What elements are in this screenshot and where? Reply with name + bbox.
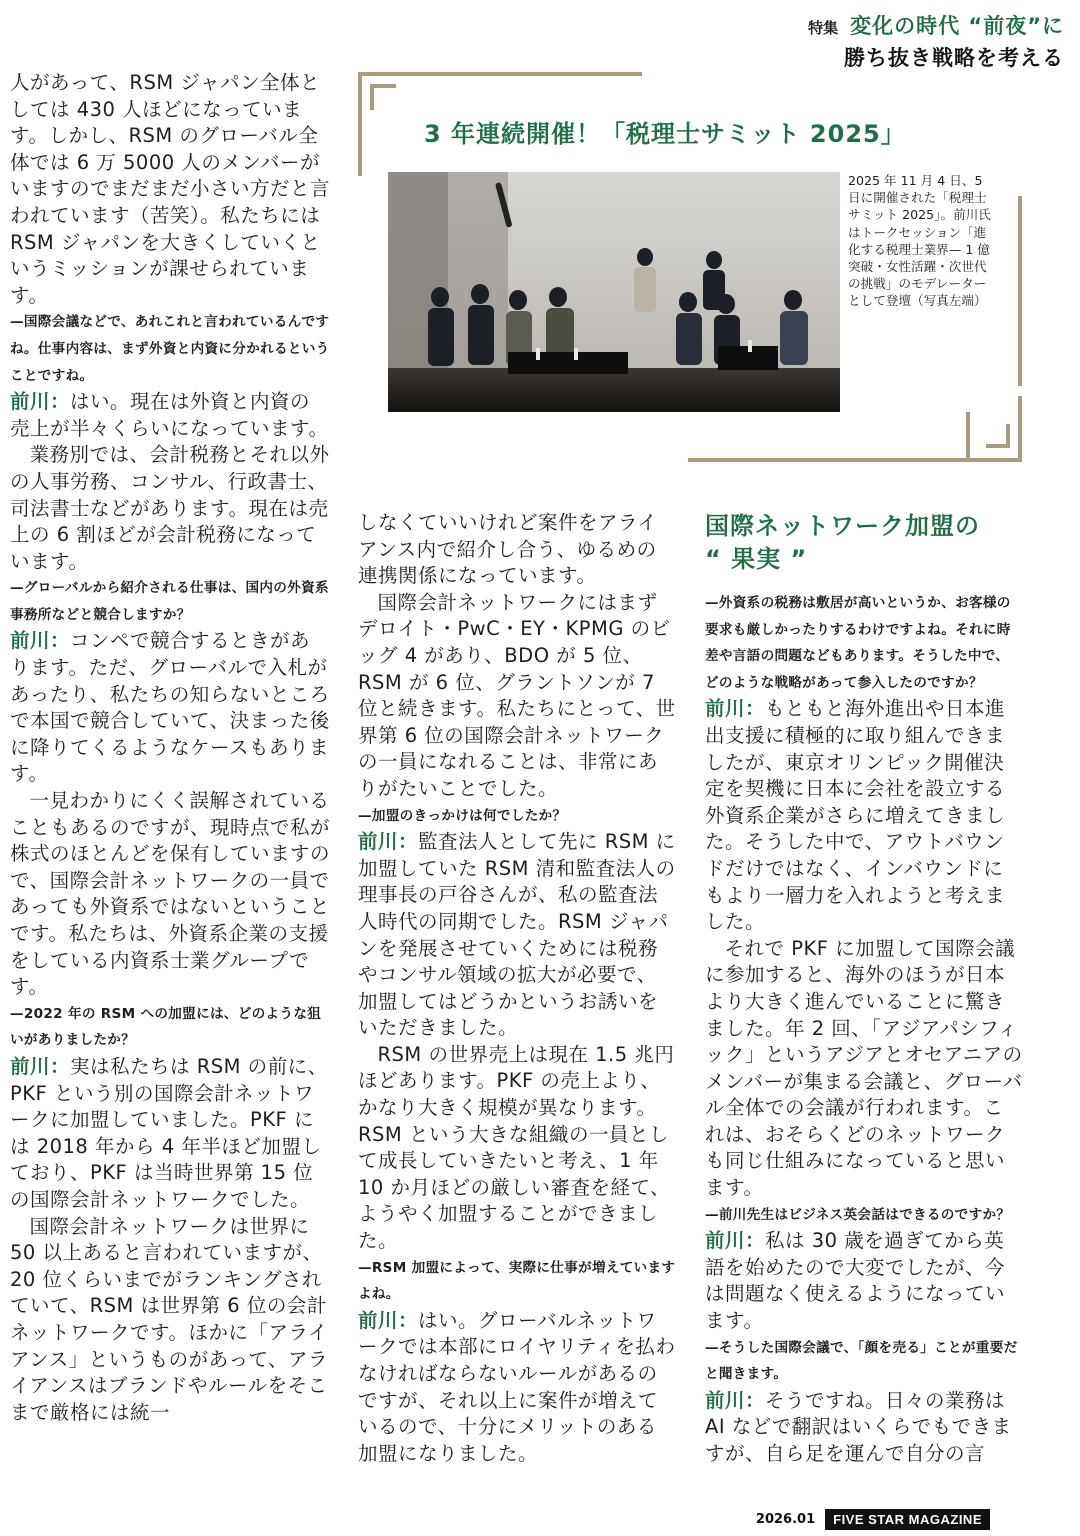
- speaker-label: 前川：: [10, 1054, 71, 1078]
- interview-question: —前川先生はビジネス英会話はできるのですか？: [705, 1206, 1011, 1223]
- frame-corner-bottom-right-step: [966, 412, 970, 458]
- frame-left-rule: [358, 106, 362, 176]
- interview-answer: [705, 1228, 1023, 1334]
- answer-text: もともと海外進出や日本進出支援に積極的に取り組んできましたが、東京オリンピック開催決定を契機に日本に会社を設立する外資系企業がさらに増えてきました。そうした中で、アウトバウンドだけではなく、インバウンドにもより一層力を入れようと考えました。: [705, 697, 1006, 934]
- interview-question: —国際会議などで、あれこれと言われているんですね。仕事内容は、まず外資と内資に分かれるということですね。: [10, 314, 330, 384]
- article-column-3: [705, 510, 1023, 1468]
- feature-title-line1: 変化の時代 “前夜”に: [850, 14, 1064, 38]
- photo-caption: 2025 年 11 月 4 日、5 日に開催された「税理士サミット 2025」。前川氏はトークセッション「進化する税理士業界— 1 億突破・女性活躍・次世代の挑戦」のモデレーターとして登壇（写真左端）: [848, 173, 991, 309]
- feature-header: [808, 10, 1064, 72]
- answer-text: コンペで競合するときがあります。ただ、グローバルで入札があったり、私たちの知らないところで本国で競合していて、決まった後に降りてくるようなケースもあります。: [10, 629, 330, 786]
- paragraph: RSM の世界売上は現在 1.5 兆円ほどあります。PKF の売上より、かなり大きく規模が異なります。RSM という大きな組織の一員として成長していきたいと考え、1 年 10 か月ほどの厳しい審査を経て、ようやく加盟することができました。: [358, 1042, 675, 1253]
- issue-date: 2026.01: [755, 1512, 816, 1527]
- paragraph: 国際会計ネットワークは世界に 50 以上あると言われていますが、20 位くらいまでがランキングされていて、RSM は世界第 6 位の会計ネットワークです。ほかに「アライアンス」というものがあって、アライアンスはブランドやルールをそこまで厳格には統一: [10, 1214, 329, 1424]
- paragraph: 人があって、RSM ジャパン全体としては 430 人ほどになっています。しかし、RSM のグローバル全体では 6 万 5000 人のメンバーがいますのでまだまだ小さい方だと言われています（苦笑）。私たちには RSM ジャパンを大きくしていくというミッションが課せられています。: [10, 71, 331, 307]
- article-column-1: [10, 70, 330, 1426]
- frame-bottom-rule: [688, 458, 958, 462]
- interview-answer: [10, 628, 330, 788]
- interview-question: —外資系の税務は敷居が高いというか、お客様の要求も厳しかったりするわけですよね。それに時差や言語の問題などもあります。そうした中で、どのような戦略があって参入したのですか？: [705, 595, 1011, 691]
- feature-label: 特集: [808, 19, 839, 37]
- page-footer: [756, 1509, 990, 1530]
- answer-text: はい。グローバルネットワークでは本部にロイヤリティを払わなければならないルールがあるのですが、それ以上に案件が増えているので、十分にメリットのある加盟になりました。: [358, 1308, 676, 1465]
- answer-text: 私は 30 歳を過ぎてから英語を始めたので大変でしたが、今は問題なく使えるようになっています。: [705, 1229, 1006, 1333]
- answer-text: 監査法人として先に RSM に加盟していた RSM 清和監査法人の理事長の戸谷さんが、私の監査法人時代の同期でした。RSM ジャパンを発展させていくためには税務やコンサル領域の拡大が必要で、加盟してはどうかというお誘いをいただきました。: [358, 830, 676, 1040]
- article-column-2: [358, 510, 676, 1467]
- interview-question: —グローバルから紹介される仕事は、国内の外資系事務所などと競合しますか？: [10, 580, 329, 623]
- speaker-label: 前川：: [705, 1229, 766, 1253]
- interview-answer: [358, 829, 676, 1042]
- speaker-label: 前川：: [705, 1388, 766, 1412]
- speaker-label: 前川：: [705, 697, 766, 721]
- interview-question: —加盟のきっかけは何でしたか？: [358, 807, 567, 824]
- section-heading-line1: 国際ネットワーク加盟の: [705, 512, 980, 540]
- paragraph: しなくていいけれど案件をアライアンス内で紹介し合う、ゆるめの連携関係になっています。: [358, 511, 658, 588]
- photo-box-title: 3 年連続開催！「税理士サミット 2025」: [424, 120, 906, 148]
- frame-top-rule: [392, 72, 642, 76]
- interview-question: —RSM 加盟によって、実際に仕事が増えていますよね。: [358, 1259, 676, 1303]
- frame-right-rule: [1018, 196, 1022, 386]
- interview-question: —そうした国際会議で、「顔を売る」ことが重要だと聞きます。: [705, 1339, 1018, 1383]
- speaker-label: 前川：: [10, 390, 71, 414]
- interview-answer: [705, 696, 1023, 935]
- answer-text: 実は私たちは RSM の前に、PKF という別の国際会計ネットワークに加盟していました。PKF には 2018 年から 4 年半ほど加盟しており、PKF は当時世界第 15 位の国際会計ネットワークでした。: [10, 1054, 328, 1211]
- speaker-label: 前川：: [358, 1308, 419, 1332]
- feature-title-line2: 勝ち抜き戦略を考える: [844, 46, 1064, 70]
- interview-answer: [358, 1308, 676, 1468]
- magazine-logo: FIVE STAR MAGAZINE: [825, 1509, 990, 1530]
- speaker-label: 前川：: [10, 629, 71, 653]
- paragraph: 一見わかりにくく誤解されていることもあるのですが、現時点で私が株式のほとんどを保有していますので、国際会計ネットワークの一員であっても外資系ではないということです。私たちは、外資系企業の支援をしている内資系士業グループです。: [10, 789, 331, 999]
- paragraph: それで PKF に加盟して国際会議に参加すると、海外のほうが日本より大きく進んでいることに驚きました。年 2 回、「アジアパシフィック」というアジアとオセアニアのメンバーが集まる会議と、グローバル全体での会議が行われます。これは、おそらくどのネットワークも同じ仕組みになっていると思います。: [705, 936, 1023, 1200]
- section-heading: [705, 510, 1023, 576]
- section-heading-line2: “ 果実 ”: [705, 545, 808, 573]
- paragraph: 業務別では、会計税務とそれ以外の人事労務、コンサル、行政書士、司法書士などがあります。現在は売上の 6 割ほどが会計税務になっています。: [10, 443, 330, 573]
- answer-text: はい。現在は外資と内資の売上が半々くらいになっています。: [10, 390, 329, 440]
- speaker-label: 前川：: [358, 830, 419, 854]
- interview-answer: [10, 1054, 330, 1214]
- frame-corner-top-left-inner: [370, 84, 396, 110]
- interview-question: —2022 年の RSM への加盟には、どのような狙いがありましたか？: [10, 1005, 322, 1049]
- summit-panel-photo: [388, 172, 840, 412]
- interview-answer: [705, 1388, 1023, 1468]
- interview-answer: [10, 389, 330, 442]
- answer-text: そうですね。日々の業務は AI などで翻訳はいくらでもできますが、自ら足を運んで自分の言: [705, 1388, 1012, 1465]
- frame-corner-bottom-right-inner: [986, 424, 1010, 448]
- paragraph: 国際会計ネットワークにはまずデロイト・PwC・EY・KPMG のビッグ 4 があり、BDO が 5 位、RSM が 6 位、グラントソンが 7 位と続きます。私たちにとって、世界第 6 位の国際会計ネットワークの一員になれることは、非常にありがたいことでした。: [358, 590, 676, 800]
